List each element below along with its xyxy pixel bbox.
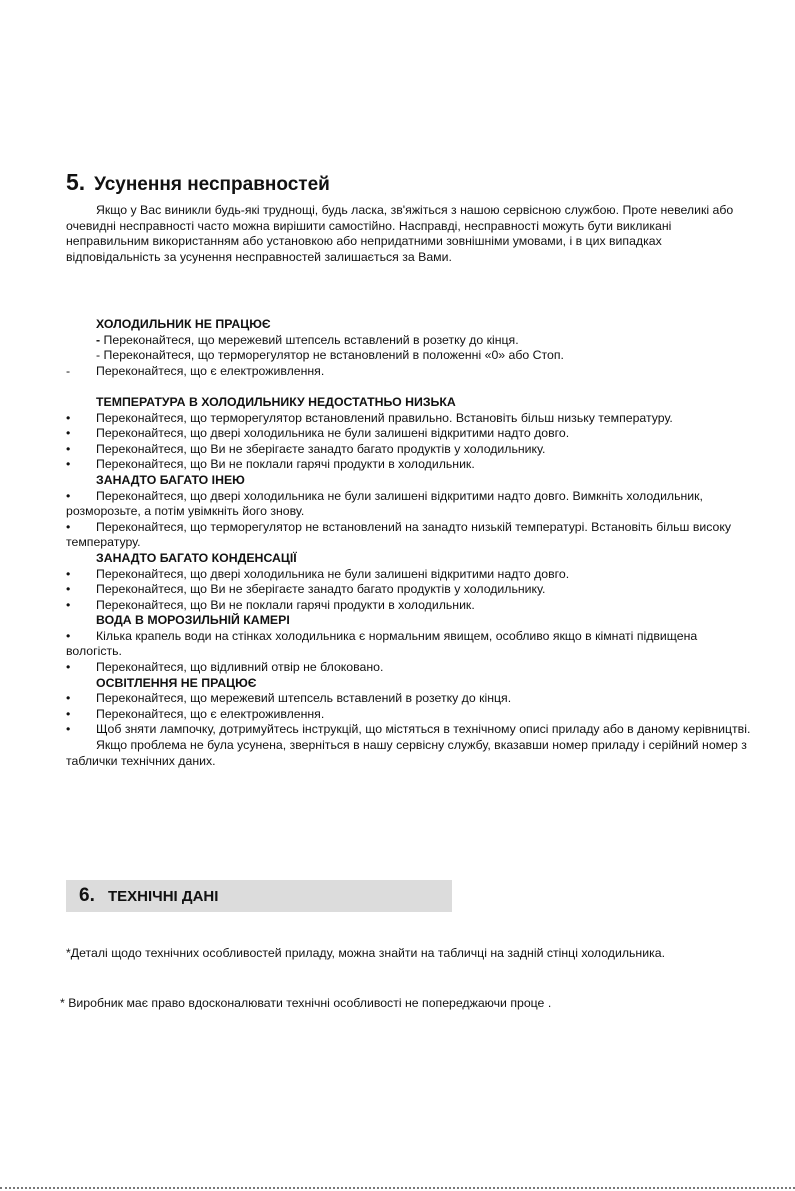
technical-note: *Деталі щодо технічних особливостей приладу, можна знайти на табличці на задній стінці холодильника.: [66, 946, 665, 960]
item-text: Переконайтеся, що двері холодильника не були залишені відкритими надто довго.: [96, 426, 570, 441]
item-text: Переконайтеся, що терморегулятор не встановлений на занадто низькій температурі. Встановіть більш високу температуру.: [66, 519, 732, 550]
bullet-marker: •: [66, 722, 71, 737]
item-text: Переконайтеся, що є електроживлення.: [96, 706, 325, 721]
temperature-item: [66, 426, 756, 442]
page-bottom-border: [0, 1187, 795, 1191]
item-text: Переконайтеся, що Ви не зберігаєте занадто багато продуктів у холодильнику.: [96, 582, 546, 597]
item-text: Переконайтеся, що терморегулятор встановлений правильно. Встановіть більш низьку температуру.: [96, 410, 673, 425]
item-text: Переконайтеся, що мережевий штепсель вставлений в розетку до кінця.: [100, 332, 519, 347]
section-number: 6.: [79, 885, 95, 906]
item-text: Кілька крапель води на стінках холодильника є нормальним явищем, особливо якщо в кімнаті підвищена вологість.: [66, 628, 698, 659]
fridge-not-working-item: - Переконайтеся, що терморегулятор не встановлений в положенні «0» або Стоп.: [96, 348, 564, 363]
item-text: Переконайтеся, що мережевий штепсель вставлений в розетку до кінця.: [96, 691, 512, 706]
bullet-marker: •: [66, 457, 71, 472]
frost-heading: ЗАНАДТО БАГАТО ІНЕЮ: [96, 472, 245, 487]
section-title: Усунення несправностей: [94, 174, 330, 195]
fridge-not-working-item: [66, 364, 756, 380]
water-item: [66, 629, 756, 660]
condensation-item: [66, 567, 756, 583]
bullet-marker: •: [66, 488, 71, 503]
item-text: Переконайтеся, що відливний отвір не блоковано.: [96, 660, 384, 675]
intro-paragraph: Якщо у Вас виникли будь-які труднощі, будь ласка, зв'яжіться з нашою сервісною службою. Проте невеликі або очевидні несправності часто можна вирішити самостійно. Насправді, несправності можуть бути викликані неправильним використанням або установкою або непридатними зовнішніми умовами, і в цих випадках відповідальність за усунення несправностей залишається за Вами.: [66, 203, 734, 264]
temperature-item: [66, 457, 756, 473]
temperature-heading: ТЕМПЕРАТУРА В ХОЛОДИЛЬНИКУ НЕДОСТАТНЬО НИЗЬКА: [96, 394, 456, 409]
lighting-heading: ОСВІТЛЕННЯ НЕ ПРАЦЮЄ: [96, 675, 257, 690]
frost-item: [66, 489, 756, 520]
condensation-item: [66, 582, 756, 598]
spacer: [66, 379, 756, 395]
item-text: Переконайтеся, що є електроживлення.: [96, 363, 325, 378]
bullet-marker: •: [66, 706, 71, 721]
troubleshooting-list: [66, 317, 756, 769]
lighting-item: [66, 707, 756, 723]
temperature-item: [66, 411, 756, 427]
dash-marker: -: [96, 332, 101, 347]
condensation-item: [66, 598, 756, 614]
water-heading: ВОДА В МОРОЗИЛЬНІЙ КАМЕРІ: [96, 613, 290, 628]
dash-marker: -: [66, 363, 71, 378]
item-text: Переконайтеся, що двері холодильника не були залишені відкритими надто довго. Вимкніть холодильник, розморозьте, а потім увімкніть його знову.: [66, 488, 703, 519]
lighting-item: [66, 722, 756, 738]
fridge-not-working-heading: ХОЛОДИЛЬНИК НЕ ПРАЦЮЄ: [96, 317, 271, 331]
bullet-marker: •: [66, 519, 71, 534]
bullet-marker: •: [66, 441, 71, 456]
water-item: [66, 660, 756, 676]
bullet-marker: •: [66, 691, 71, 706]
item-text: Переконайтеся, що Ви не поклали гарячі продукти в холодильник.: [96, 597, 475, 612]
section-number: 5.: [66, 169, 86, 195]
bullet-marker: •: [66, 628, 71, 643]
item-text: Переконайтеся, що Ви не зберігаєте занадто багато продуктів у холодильнику.: [96, 441, 546, 456]
bullet-marker: •: [66, 426, 71, 441]
lighting-item: [66, 691, 756, 707]
bullet-marker: •: [66, 582, 71, 597]
section-5-heading: [66, 161, 330, 198]
item-text: Переконайтеся, що двері холодильника не були залишені відкритими надто довго.: [96, 566, 570, 581]
temperature-item: [66, 442, 756, 458]
bullet-marker: •: [66, 566, 71, 581]
intro-block: [66, 203, 756, 265]
manufacturer-note: * Виробник має право вдосконалювати технічні особливості не попереджаючи проце .: [60, 996, 552, 1010]
condensation-heading: ЗАНАДТО БАГАТО КОНДЕНСАЦІЇ: [96, 550, 297, 565]
bullet-marker: •: [66, 410, 71, 425]
item-text: Переконайтеся, що Ви не поклали гарячі продукти в холодильник.: [96, 457, 475, 472]
fridge-not-working-item: [66, 333, 756, 349]
bullet-marker: •: [66, 597, 71, 612]
section-6-heading-band: [66, 880, 452, 912]
closing-paragraph: Якщо проблема не була усунена, зверніться в нашу сервісну службу, вказавши номер приладу і серійний номер з таблички технічних даних.: [66, 738, 747, 768]
section-title: ТЕХНІЧНІ ДАНІ: [108, 888, 219, 905]
item-text: Щоб зняти лампочку, дотримуйтесь інструкцій, що містяться в технічному описі приладу або в даному керівництві.: [96, 722, 751, 737]
frost-item: [66, 520, 756, 551]
bullet-marker: •: [66, 660, 71, 675]
